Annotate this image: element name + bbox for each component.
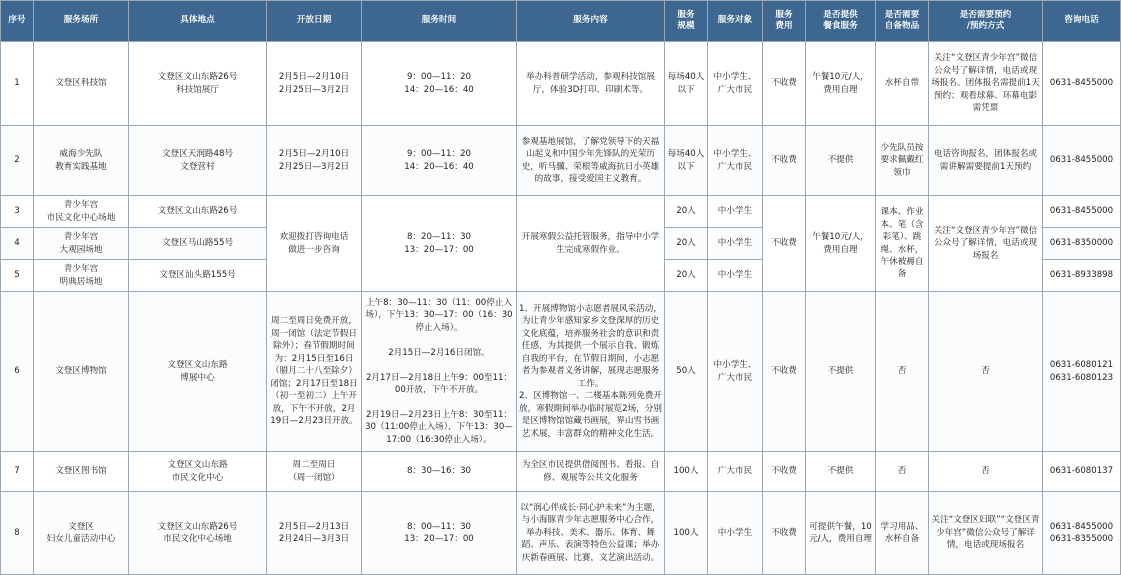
cell-fee: 不收费	[763, 292, 806, 452]
cell-location: 文登区文山东路 博展中心	[129, 292, 267, 452]
cell-meal: 不提供	[806, 292, 876, 452]
cell-service-time: 8：30—16：30	[362, 452, 517, 492]
cell-phone: 0631-8455000	[1043, 126, 1121, 196]
cell-scale: 每场40人 以下	[665, 126, 708, 196]
cell-content: 1、开展博物馆小志愿者展风采活动，为让青少年感知家乡文登深厚的历史文化底蕴，培养服务社会的意识和责任感，为其提供一个展示自我、锻炼自我的平台，在节假日期间，小志愿者为参观者义务讲解，展现志愿服务工作。 2、区博物馆一、二楼基本陈列免费开放，寒假期间举办临时展览2场，分别是区博物馆馆藏书画展，界山雪书画艺术展，丰富群众的精神文化生活。	[517, 292, 665, 452]
header-fee: 服务 费用	[763, 1, 806, 42]
cell-supplies-shared: 课本、作业本、笔（含彩笔）、跳绳、水杯，午休被褥自备	[876, 196, 929, 292]
cell-phone: 0631-8933898	[1043, 260, 1121, 292]
cell-open-date: 2月5日—2月13日 2月24日—3月3日	[267, 492, 362, 575]
header-service-time: 服务时间	[362, 1, 517, 42]
cell-meal: 不提供	[806, 452, 876, 492]
cell-venue: 青少年宫 明典居场地	[34, 260, 129, 292]
cell-reservation: 关注“文登区青少年宫”微信公众号了解详情，电话或现场报名。团体报名需提前1天预约；观看球幕、环幕电影需凭票	[929, 42, 1043, 126]
cell-service-time: 9：00—11：20 14：20—16：40	[362, 42, 517, 126]
cell-content-shared: 开展寒假公益托管服务，指导中小学生完成寒假作业。	[517, 196, 665, 292]
cell-venue: 威海少先队 教育实践基地	[34, 126, 129, 196]
cell-fee: 不收费	[763, 42, 806, 126]
cell-scale: 20人	[665, 260, 708, 292]
cell-venue: 文登区图书馆	[34, 452, 129, 492]
cell-meal: 可提供午餐，10元/人，费用自理	[806, 492, 876, 575]
cell-open-date-shared: 欢迎拨打咨询电话 做进一步咨询	[267, 196, 362, 292]
cell-content: 参观基地展馆，了解党领导下的天福山起义和中国少年先锋队的光荣历史，听马骥、荣根等威海抗日小英雄的故事，接受爱国主义教育。	[517, 126, 665, 196]
table-row	[1, 126, 1121, 196]
header-target: 服务对象	[708, 1, 763, 42]
cell-reservation-shared: 关注“文登区青少年宫”微信公众号了解详情，电话或现场报名	[929, 196, 1043, 292]
cell-open-date: 2月5日—2月10日 2月25日—3月2日	[267, 126, 362, 196]
cell-open-date: 周二至周日免费开放，周一闭馆（法定节假日除外）；春节假期时间为：2月15日至16日（腊月二十八至除夕）闭馆；2月17日至18日（初一至初二）上午开放，下午不开放，2月19日—2月23日开放。	[267, 292, 362, 452]
cell-no: 3	[1, 196, 34, 228]
table-row	[1, 292, 1121, 452]
cell-no: 6	[1, 292, 34, 452]
cell-fee: 不收费	[763, 452, 806, 492]
cell-no: 7	[1, 452, 34, 492]
cell-no: 4	[1, 228, 34, 260]
cell-no: 2	[1, 126, 34, 196]
cell-meal: 午餐10元/人， 费用自理	[806, 42, 876, 126]
cell-target: 中小学生	[708, 228, 763, 260]
table-row	[1, 452, 1121, 492]
header-supplies: 是否需要 自备物品	[876, 1, 929, 42]
cell-open-date: 周二至周日 （周一闭馆）	[267, 452, 362, 492]
cell-scale: 100人	[665, 452, 708, 492]
cell-scale: 每场40人 以下	[665, 42, 708, 126]
table-row	[1, 492, 1121, 575]
cell-target: 中小学生	[708, 196, 763, 228]
cell-supplies: 学习用品、 水杯自备	[876, 492, 929, 575]
cell-phone: 0631-8350000	[1043, 228, 1121, 260]
header-row	[1, 1, 1121, 42]
header-scale: 服务 规模	[665, 1, 708, 42]
cell-reservation: 关注“文登区妇联”“文登区青少年宫”微信公众号了解详情，电话或现场报名	[929, 492, 1043, 575]
cell-phone: 0631-8455000	[1043, 196, 1121, 228]
table-row	[1, 196, 1121, 228]
cell-meal-shared: 午餐10元/人， 费用自理	[806, 196, 876, 292]
cell-venue: 青少年宫 大观园场地	[34, 228, 129, 260]
cell-venue: 文登区科技馆	[34, 42, 129, 126]
cell-phone: 0631-6080121 0631-6080123	[1043, 292, 1121, 452]
header-meal: 是否提供 餐食服务	[806, 1, 876, 42]
cell-location: 文登区文山东路26号 市民文化中心场地	[129, 492, 267, 575]
cell-no: 1	[1, 42, 34, 126]
cell-no: 8	[1, 492, 34, 575]
cell-content: 为全区市民提供借阅图书、看报、自修、观展等公共文化服务	[517, 452, 665, 492]
table-row	[1, 42, 1121, 126]
cell-target: 广大市民	[708, 452, 763, 492]
cell-open-date: 2月5日—2月10日 2月25日—3月2日	[267, 42, 362, 126]
cell-reservation: 否	[929, 292, 1043, 452]
cell-target: 中小学生	[708, 260, 763, 292]
cell-location: 文登区马山路55号	[129, 228, 267, 260]
cell-location: 文登区汕头路155号	[129, 260, 267, 292]
cell-content: 以“润心伴成长·同心护未来”为主题，与小海豚青少年志愿服务中心合作，举办科技、美术、器乐、体育、舞蹈、声乐、表演等特色公益课；举办庆新春画展、比赛，文艺演出活动。	[517, 492, 665, 575]
cell-location: 文登区文山东路 市民文化中心	[129, 452, 267, 492]
cell-phone: 0631-8455000 0631-8355000	[1043, 492, 1121, 575]
cell-service-time: 上午8：30—11：30（11：00停止入场），下午13：30—17：00（16：30停止入场）。 2月15日—2月16日闭馆。 2月17日—2月18日上午9：00至11：00开放，下午不开放。 2月19日—2月23日上午8：30至11：30（11:00停止入场），下午13：30—17:00（16:30停止入场）。	[362, 292, 517, 452]
cell-location: 文登区天润路48号 文登营村	[129, 126, 267, 196]
cell-target: 中小学生、 广大市民	[708, 42, 763, 126]
header-venue: 服务场所	[34, 1, 129, 42]
cell-scale: 20人	[665, 196, 708, 228]
header-phone: 咨询电话	[1043, 1, 1121, 42]
cell-venue: 文登区博物馆	[34, 292, 129, 452]
cell-target: 中小学生	[708, 492, 763, 575]
cell-scale: 20人	[665, 228, 708, 260]
cell-scale: 50人	[665, 292, 708, 452]
cell-fee-shared: 不收费	[763, 196, 806, 292]
header-open-date: 开放日期	[267, 1, 362, 42]
cell-fee: 不收费	[763, 126, 806, 196]
header-reservation: 是否需要预约 /预约方式	[929, 1, 1043, 42]
header-no: 序号	[1, 1, 34, 42]
cell-supplies: 否	[876, 452, 929, 492]
cell-target: 中小学生、 广大市民	[708, 292, 763, 452]
cell-content: 举办科普研学活动，参观科技馆展厅，体验3D打印、印刷术等。	[517, 42, 665, 126]
header-location: 具体地点	[129, 1, 267, 42]
cell-no: 5	[1, 260, 34, 292]
cell-service-time: 8：00—11：30 13：20—17：00	[362, 492, 517, 575]
header-content: 服务内容	[517, 1, 665, 42]
cell-fee: 不收费	[763, 492, 806, 575]
cell-phone: 0631-8455000	[1043, 42, 1121, 126]
cell-phone: 0631-6080137	[1043, 452, 1121, 492]
cell-service-time-shared: 8：20—11：30 13：20—17：00	[362, 196, 517, 292]
cell-location: 文登区文山东路26号	[129, 196, 267, 228]
cell-scale: 100人	[665, 492, 708, 575]
cell-reservation: 电话咨询报名，团体报名或需讲解需要提前1天预约	[929, 126, 1043, 196]
cell-location: 文登区文山东路26号 科技馆展厅	[129, 42, 267, 126]
cell-reservation: 否	[929, 452, 1043, 492]
cell-target: 中小学生、 广大市民	[708, 126, 763, 196]
cell-supplies: 少先队员按要求佩戴红领巾	[876, 126, 929, 196]
cell-supplies: 水杯自带	[876, 42, 929, 126]
cell-meal: 不提供	[806, 126, 876, 196]
cell-supplies: 否	[876, 292, 929, 452]
cell-venue: 青少年宫 市民文化中心场地	[34, 196, 129, 228]
cell-venue: 文登区 妇女儿童活动中心	[34, 492, 129, 575]
cell-service-time: 9：00—11：20 14：20—16：40	[362, 126, 517, 196]
